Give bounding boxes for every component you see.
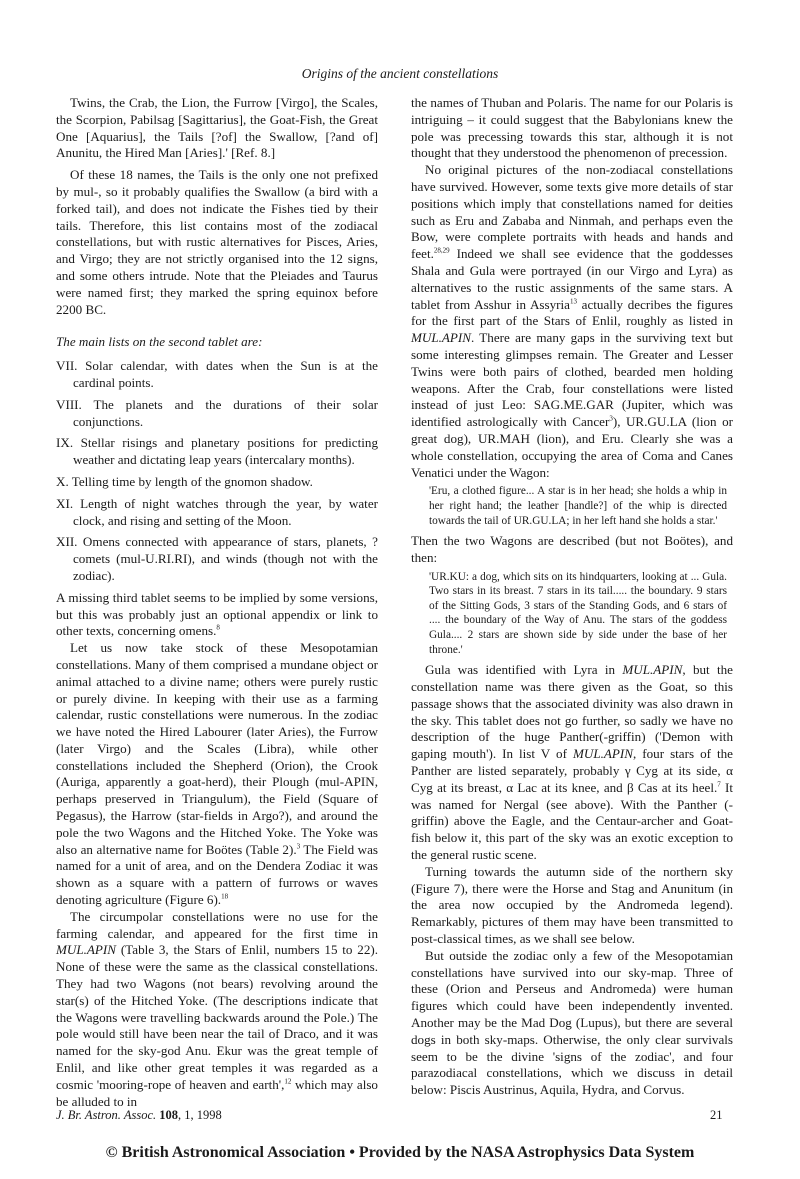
text-run: It was named for Nergal (see above). With the Panther (-griffin) above the Eagle, and the Centaur-archer and Goat-fish below it, this part of the sky was an exotic exception to the general rustic scene.	[411, 779, 733, 863]
text-run: . There are many gaps in the surviving text but some interesting glimpses remain. The Greater and Lesser Twins were both pairs of clothed, bearded men holding weapons. After the Crab, four constellations were listed instead of just Leo: SAG.ME.GAR (Jupiter, which was identified astrologically with Cancer	[411, 330, 733, 430]
text-run: A missing third tablet seems to be implied by some versions, but this was probably just an optional appendix or link to other texts, concerning omens.	[56, 589, 378, 639]
mul-apin-title: MUL.APIN	[56, 942, 117, 958]
text-run: Gula was identified with Lyra in	[425, 662, 623, 678]
list-item: XII. Omens connected with appearance of stars, planets, ?comets (mul-U.RI.RI), and winds (though not with the zodiac).	[56, 534, 378, 583]
journal-name: J. Br. Astron. Assoc.	[56, 1108, 157, 1122]
reference-number: 18	[221, 892, 229, 901]
right-paragraph-2	[411, 162, 733, 481]
mul-apin-title: MUL.APIN	[572, 746, 633, 762]
reference-number: 12	[284, 1077, 292, 1086]
text-run: which may also be alluded to in	[56, 1076, 378, 1109]
list-item: VII. Solar calendar, with dates when the Sun is at the cardinal points.	[56, 358, 378, 390]
mul-apin-title: MUL.APIN	[411, 330, 472, 346]
mul-apin-title: MUL.APIN	[622, 662, 683, 678]
reference-number: 28,29	[433, 246, 450, 255]
page-number: 21	[710, 1108, 723, 1122]
reference-number: 3	[296, 842, 301, 851]
reference-number: 8	[216, 623, 220, 632]
left-paragraph-2: Of these 18 names, the Tails is the only one not prefixed by mul-, so it probably qualifies the Swallow (a bird with a forked tail), and does not indicate the Fishes tied by their tails. Therefore, this list contains most of the zodiacal constellations, but with rustic alternatives for Pisces, Aries, and Virgo; they are not strictly organised into the 12 signs, and some others intrude. Note that the Pleiades and Taurus were named first; they marked the spring equinox before 2200 BC.	[56, 167, 378, 317]
block-quote-urku: 'UR.KU: a dog, which sits on its hindquarters, looking at ... Gula. Two stars in its breast. 7 stars in its tail..... the boundary. 9 stars of the Sitting Gods, 3 stars of the Standing Gods, and 6 stars of .... the boundary of the Way of Anu. The stars of the goddess Gula.... 2 stars are shown side by side under the base of her throne.'	[429, 570, 727, 656]
list-item: IX. Stellar risings and planetary positions for predicting weather and dictating leap years (intercalary months).	[56, 435, 378, 468]
text-run: The Field was named for a unit of area, and on the Dendera Zodiac it was shown as a square with a pattern of furrows or waves denoting agriculture (Figure 6).	[56, 841, 378, 908]
right-paragraph-3: Then the two Wagons are described (but not Boötes), and then:	[411, 533, 733, 565]
journal-volume: 108	[159, 1108, 178, 1122]
left-paragraph-5	[56, 909, 378, 1111]
section-heading: The main lists on the second tablet are:	[56, 334, 263, 350]
text-run: ), UR.GU.LA (lion or great dog), UR.MAH (lion), and Eru. Clearly she was a whole constellation, occupying the area of Coma and Canes Venatici under the Wagon:	[411, 414, 733, 480]
list-item: XI. Length of night watches through the year, by water clock, and rising and setting of the Moon.	[56, 495, 378, 528]
journal-issue-year: , 1, 1998	[178, 1108, 222, 1122]
text-run: (Table 3, the Stars of Enlil, numbers 15 to 22). None of these were the same as the classical constellations. They had two Wagons (not bears) revolving around the star(s) of the Hitched Yoke. (The descriptions indicate that the Wagons were travelling backwards around the Pole.) The pole would still have been near the tail of Draco, and it was named for the sky-god Anu. Ekur was the great temple of Enlil, and like other great temples it was regarded as a cosmic 'mooring-rope of heaven and earth',	[56, 942, 378, 1092]
text-run: Let us now take stock of these Mesopotamian constellations. Many of them comprised a mundane object or animal attached to a divine name; others were purely rustic or purely divine. In keeping with their use as a farming calendar, rustic constellations were numerous. In the zodiac we have noted the Hired Labourer (later Aries), the Furrow (later Virgo) and the Scales (Libra), while other constellations included the Shepherd (Orion), the Crook (Auriga, apparently a goat-herd), their Plough (mul-APIN, perhaps preserved in Triangulum), the Field (Square of Pegasus), the Harrow (star-fields in Argo?), and around the pole the two Wagons and the Hitched Yoke. The Yoke was also an alternative name for Boötes (Table 2).	[56, 640, 378, 857]
right-column	[411, 95, 733, 1099]
running-head: Origins of the ancient constellations	[301, 66, 499, 81]
reference-number: 3	[609, 414, 613, 423]
text-run: actually decribes the figures for the first part of the Stars of Enlil, roughly as listed in	[411, 296, 733, 329]
block-quote-eru: 'Eru, a clothed figure... A star is in her head; she holds a whip in her right hand; the leather [handle?] of the whip is directed towards the tail of UR.GU.LA; in her left hand she holds a star.'	[429, 485, 727, 527]
text-run: , four stars of the Panther are listed separately, probably γ Cyg at its side, α Cyg at its breast, α Lac at its knee, and β Cas at its heel.	[411, 746, 733, 795]
text-run: The circumpolar constellations were no use for the farming calendar, and appeared for the first time in	[56, 908, 378, 941]
list-item: X. Telling time by length of the gnomon shadow.	[56, 473, 313, 489]
reference-number: 13	[569, 297, 577, 306]
left-paragraph-4	[56, 640, 378, 909]
left-paragraph-1: Twins, the Crab, the Lion, the Furrow [Virgo], the Scales, the Scorpion, Pabilsag [Sagittarius], the Goat-Fish, the Great One [Aquarius], the Tails [?of] the Swallow, [?and of] Anunitu, the Hired Man [Aries].' [Ref. 8.]	[56, 95, 378, 161]
left-column	[56, 95, 378, 1110]
list-item: VIII. The planets and the durations of their solar conjunctions.	[56, 396, 378, 429]
journal-citation	[56, 1108, 222, 1123]
text-run: Indeed we shall see evidence that the goddesses Shala and Gula were portrayed (in our Virgo and Lyra) as alternatives to the rustic assignments of the same stars. A tablet from Asshur in Assyria	[411, 246, 733, 312]
copyright-banner: © British Astronomical Association • Provided by the NASA Astrophysics Data System	[105, 1144, 695, 1161]
right-paragraph-5: Turning towards the autumn side of the northern sky (Figure 7), there were the Horse and Stag and Anunitum (in the area now occupied by the Andromeda legend). Remarkably, pictures of them may have been transmitted to post-classical times, as we shall see below.	[411, 863, 733, 947]
text-run: No original pictures of the non-zodiacal constellations have survived. However, some texts give more details of star positions which imply that constellations named for deities such as Eru and Zababa and Ninmah, and perhaps even the Bow, were complete portraits with heads and hands and feet.	[411, 162, 733, 262]
left-paragraph-3	[56, 590, 378, 640]
reference-number: 7	[717, 780, 721, 789]
right-paragraph-1: the names of Thuban and Polaris. The name for our Polaris is intriguing – it could suggest that the Babylonians knew the pole was precessing towards this star, although it is not thought that they understood the phenomenon of precession.	[411, 95, 733, 161]
right-paragraph-4	[411, 662, 733, 864]
right-paragraph-6: But outside the zodiac only a few of the Mesopotamian constellations have survived into our sky-map. Three of these (Orion and Perseus and Andromeda) were human figures which could have been independently invented. Another may be the Mad Dog (Lupus), but there are several dogs in both sky-maps. Otherwise, the only clear survivals seem to be the divine 'signs of the zodiac', and four parazodiacal constellations, which we discuss in detail below: Piscis Austrinus, Aquila, Hydra, and Corvus.	[411, 947, 733, 1098]
text-run: , but the constellation name was there given as the Goat, so this passage shows that the associated divinity was also drawn in the sky. This tablet does not go further, so sadly we have no description of the huge Panther(-griffin) ('Demon with gaping mouth'). In list V of	[411, 662, 733, 762]
